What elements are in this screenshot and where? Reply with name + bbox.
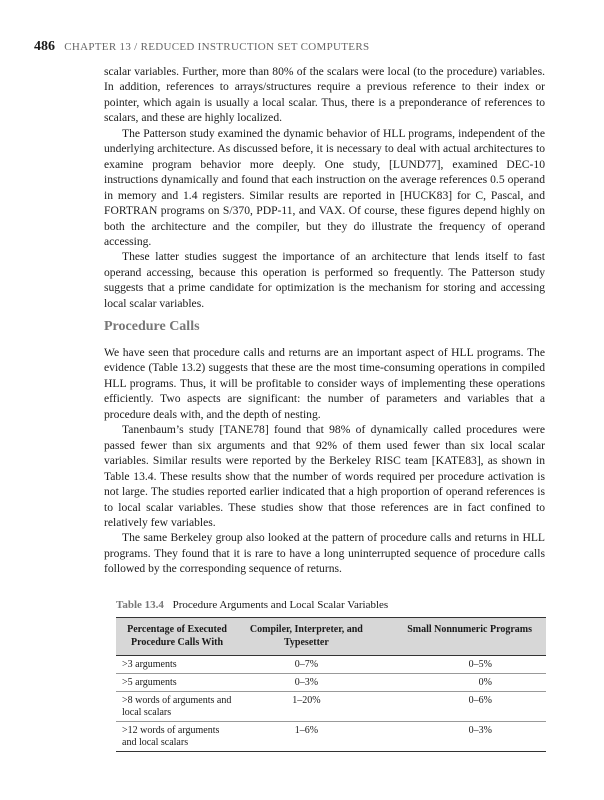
table-title: Procedure Arguments and Local Scalar Variables xyxy=(172,599,389,611)
table-cell: 0–5% xyxy=(375,656,546,674)
table-number: Table 13.4 xyxy=(116,599,164,611)
paragraph: These latter studies suggest the importance of an architecture that lends itself to fast operand accessing, because this operation is performed so frequently. The Patterson study suggests that a prime candidate for optimization is the mechanism for storing and accessing local scalar variables. xyxy=(104,250,545,310)
page-header xyxy=(34,38,369,55)
paragraph: Tanenbaum’s study [TANE78] found that 98% of dynamically called procedures were passed fewer than six arguments and that 92% of them used fewer than six local scalar variables. Similar results were reported by the Berkeley RISC team [KATE83], as shown in Table 13.4. These results show that the number of words required per procedure activation is not large. The studies reported earlier indicated that a high proportion of operand references is to local scalar variables. These studies show that those references are in fact confined to relatively few variables. xyxy=(104,423,545,529)
table-cell: 0–7% xyxy=(238,656,375,674)
table-row xyxy=(116,722,546,752)
table-cell: >5 arguments xyxy=(116,674,238,692)
page-number: 486 xyxy=(34,39,55,54)
body-text xyxy=(104,64,545,311)
section-heading: Procedure Calls xyxy=(104,319,200,334)
table-row xyxy=(116,674,546,692)
section-body xyxy=(104,345,545,577)
table-header-row xyxy=(116,618,546,656)
table-row xyxy=(116,656,546,674)
table-cell: 0% xyxy=(375,674,546,692)
paragraph: The Patterson study examined the dynamic behavior of HLL programs, independent of the underlying architecture. As discussed before, it is necessary to deal with actual architectures to examine program behavior more deeply. One study, [LUND77], examined DEC-10 instructions dynamically and found that each instruction on the average references 0.5 operand in memory and 1.4 registers. Similar results are reported in [HUCK83] for C, Pascal, and FORTRAN programs on S/370, PDP-11, and VAX. Of course, these figures depend highly on both the architecture and the compiler, but they do illustrate the frequency of operand accessing. xyxy=(104,126,545,248)
table-cell: 0–6% xyxy=(375,692,546,722)
chapter-title: CHAPTER 13 / REDUCED INSTRUCTION SET COMPUTERS xyxy=(64,41,370,53)
table-cell: 1–6% xyxy=(238,722,375,752)
table-cell: 0–3% xyxy=(238,674,375,692)
paragraph: scalar variables. Further, more than 80% of the scalars were local (to the procedure) variables. In addition, references to arrays/structures require a previous reference to their index or pointer, which again is usually a local scalar. Thus, there is a preponderance of references to scalars, and these are highly localized. xyxy=(104,65,545,125)
column-header: Small Nonnumeric Programs xyxy=(375,618,546,656)
table-caption xyxy=(116,599,388,611)
table-cell: 1–20% xyxy=(238,692,375,722)
data-table xyxy=(116,617,546,752)
column-header: Compiler, Interpreter, and Typesetter xyxy=(238,618,375,656)
table-cell: >8 words of arguments and local scalars xyxy=(116,692,238,722)
paragraph: The same Berkeley group also looked at the pattern of procedure calls and returns in HLL programs. They found that it is rare to have a long uninterrupted sequence of procedure calls followed by the corresponding sequence of returns. xyxy=(104,531,545,576)
table-cell: >3 arguments xyxy=(116,656,238,674)
table-row xyxy=(116,692,546,722)
paragraph: We have seen that procedure calls and returns are an important aspect of HLL programs. The evidence (Table 13.2) suggests that these are the most time-consuming operations in compiled HLL programs. Thus, it will be profitable to consider ways of implementing these operations efficiently. Two aspects are significant: the number of parameters and variables that a procedure deals with, and the depth of nesting. xyxy=(104,346,545,421)
table-cell: 0–3% xyxy=(375,722,546,752)
column-header: Percentage of Executed Procedure Calls With xyxy=(116,618,238,656)
table-cell: >12 words of arguments and local scalars xyxy=(116,722,238,752)
